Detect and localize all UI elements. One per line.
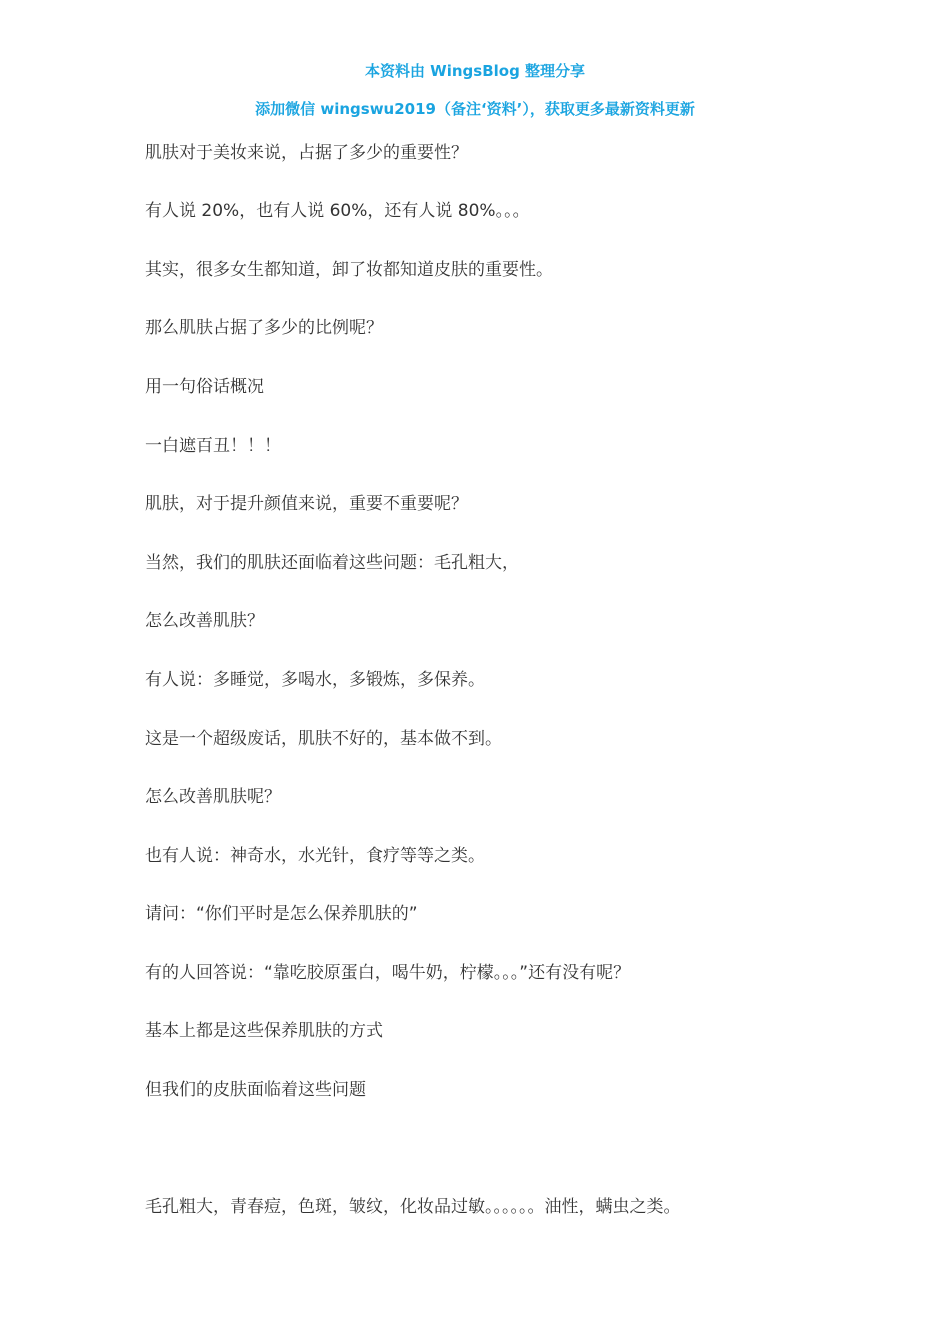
paragraph: 基本上都是这些保养肌肤的方式 [145, 1021, 383, 1041]
paragraph: 那么肌肤占据了多少的比例呢？ [145, 318, 383, 338]
paragraph: 毛孔粗大，青春痘，色斑，皱纹，化妆品过敏。。。。。。油性，螨虫之类。 [145, 1197, 681, 1217]
paragraph: 也有人说：神奇水，水光针，食疗等等之类。 [145, 846, 485, 866]
paragraph: 其实，很多女生都知道，卸了妆都知道皮肤的重要性。 [145, 260, 553, 280]
paragraph: 但我们的皮肤面临着这些问题 [145, 1080, 366, 1100]
paragraph: 有人说：多睡觉，多喝水，多锻炼，多保养。 [145, 670, 485, 690]
paragraph: 有人说 20%，也有人说 60%，还有人说 80%。。。 [145, 201, 530, 221]
paragraph: 怎么改善肌肤？ [145, 611, 264, 631]
paragraph: 用一句俗话概况 [145, 377, 264, 397]
paragraph: 当然，我们的肌肤还面临着这些问题：毛孔粗大， [145, 553, 519, 573]
paragraph: 肌肤，对于提升颜值来说，重要不重要呢？ [145, 494, 468, 514]
paragraph: 一白遮百丑！！！ [145, 436, 281, 456]
paragraph: 请问：“你们平时是怎么保养肌肤的” [145, 904, 418, 924]
paragraph: 怎么改善肌肤呢？ [145, 787, 281, 807]
paragraph: 这是一个超级废话，肌肤不好的，基本做不到。 [145, 729, 502, 749]
header-share-notice: 本资料由 WingsBlog 整理分享 [364, 62, 586, 80]
paragraph: 有的人回答说：“靠吃胶原蛋白，喝牛奶，柠檬。。。”还有没有呢？ [145, 963, 631, 983]
header-wechat-notice: 添加微信 wingswu2019（备注‘资料’），获取更多最新资料更新 [255, 100, 695, 118]
paragraph: 肌肤对于美妆来说，占据了多少的重要性？ [145, 143, 468, 163]
